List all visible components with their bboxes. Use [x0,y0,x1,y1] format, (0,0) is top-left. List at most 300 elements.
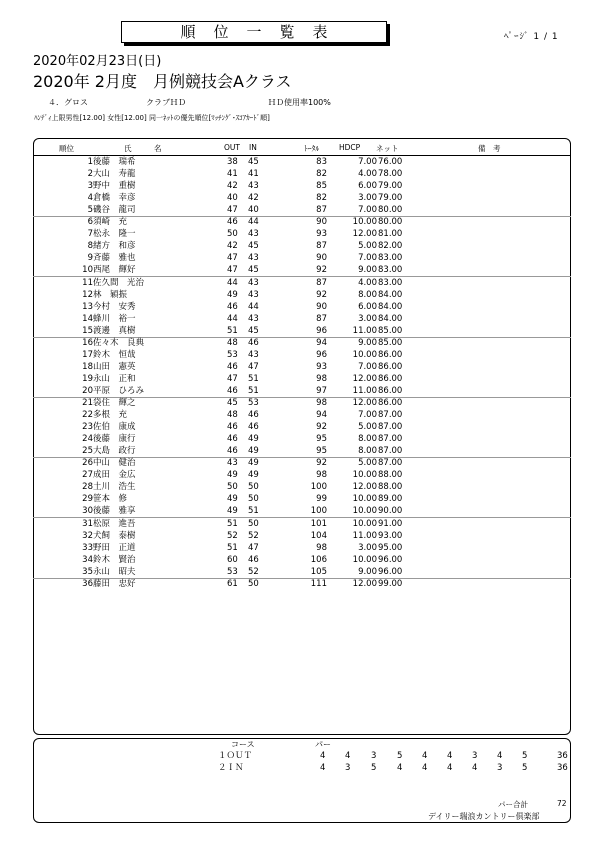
cell-rank: 12 [82,289,93,300]
cell-rank: 23 [82,422,93,433]
cell-net: 86.00 [378,361,403,372]
cell-net: 80.00 [378,217,403,228]
cell-in: 43 [248,277,259,288]
hole-par: 4 [422,763,428,773]
column-header-net: ネット [376,144,399,153]
cell-net: 87.00 [378,422,403,433]
table-row [33,578,571,590]
cell-hdcp: 10.00 [352,470,377,481]
table-row [33,301,571,313]
cell-rank: 17 [82,349,93,360]
par-label: パー [315,740,331,749]
cell-out: 47 [227,205,238,216]
cell-name: 林 穎振 [93,289,128,300]
cell-hdcp: 7.00 [358,253,377,264]
cell-out: 46 [227,361,238,372]
cell-name: 緒方 和彦 [93,241,136,252]
cell-name: 永山 昭夫 [93,566,136,577]
cell-net: 86.00 [378,373,403,384]
column-header-rank: 順位 [59,144,74,153]
cell-out: 53 [227,349,238,360]
cell-hdcp: 10.00 [352,494,377,505]
cell-total: 90 [316,217,327,228]
cell-name: 松原 進吾 [93,518,136,529]
cell-net: 83.00 [378,277,403,288]
cell-in: 43 [248,349,259,360]
cell-rank: 5 [87,205,93,216]
cell-out: 49 [227,470,238,481]
cell-name: 山田 憲英 [93,361,136,372]
cell-out: 48 [227,337,238,348]
cell-name: 大山 寿龍 [93,169,136,180]
cell-out: 61 [227,578,238,589]
cell-net: 86.00 [378,349,403,360]
table-row [33,180,571,192]
table-row [33,361,571,373]
cell-total: 94 [316,337,327,348]
cell-in: 45 [248,157,259,167]
cell-total: 85 [316,181,327,192]
cell-out: 42 [227,181,238,192]
cell-net: 89.00 [378,494,403,505]
hole-par: 4 [345,751,351,761]
cell-in: 50 [248,578,259,589]
cell-hdcp: 7.00 [358,410,377,421]
table-row [33,542,571,554]
cell-in: 47 [248,361,259,372]
cell-rank: 13 [82,301,93,312]
hole-par: 5 [522,763,528,773]
cell-name: 笹本 修 [93,494,128,505]
hole-par: 3 [371,751,377,761]
cell-hdcp: 12.00 [352,398,377,408]
handicap-note: ﾊﾝﾃﾞｨ上限男性[12.00] 女性[12.00] 同一ﾈｯﾄの優先順位[ﾏｯﾁﾝｸﾞ･ｽｺｱｶｰﾄﾞ順] [34,114,270,122]
cell-hdcp: 10.00 [352,554,377,565]
cell-total: 94 [316,410,327,421]
table-row [33,481,571,493]
cell-net: 88.00 [378,482,403,493]
cell-rank: 9 [87,253,93,264]
hole-par: 4 [497,751,503,761]
cell-in: 45 [248,325,259,336]
cell-total: 100 [310,482,327,493]
cell-name: 永山 正和 [93,373,136,384]
table-row [33,469,571,481]
cell-net: 83.00 [378,253,403,264]
cell-total: 87 [316,241,327,252]
cell-in: 44 [248,301,259,312]
cell-rank: 11 [82,277,93,288]
cell-rank: 15 [82,325,93,336]
hole-par: 5 [371,763,377,773]
cell-in: 46 [248,337,259,348]
table-row [33,325,571,337]
cell-in: 49 [248,470,259,481]
cell-hdcp: 5.00 [358,241,377,252]
cell-in: 47 [248,542,259,553]
cell-out: 46 [227,385,238,396]
course-label: コース [231,740,255,749]
table-row [33,192,571,204]
cell-hdcp: 8.00 [358,289,377,300]
cell-in: 40 [248,205,259,216]
column-header-remarks: 備 考 [478,144,501,153]
cell-name: 袋住 輝之 [93,398,136,408]
cell-rank: 33 [82,542,93,553]
cell-rank: 6 [87,217,93,228]
table-row [33,168,571,180]
cell-total: 92 [316,289,327,300]
cell-out: 50 [227,482,238,493]
cell-out: 46 [227,434,238,445]
page-title: 順位一覧表 [121,21,387,43]
cell-rank: 25 [82,446,93,457]
cell-name: 成田 金広 [93,470,136,481]
cell-hdcp: 6.00 [358,181,377,192]
cell-in: 43 [248,313,259,324]
cell-rank: 4 [87,193,93,204]
hole-par: 3 [472,751,478,761]
course-row [33,750,571,762]
hole-par: 4 [397,763,403,773]
table-row [33,397,571,409]
table-row [33,493,571,505]
column-header-in: IN [249,143,257,152]
cell-rank: 27 [82,470,93,481]
cell-hdcp: 4.00 [358,277,377,288]
cell-out: 53 [227,566,238,577]
cell-total: 98 [316,470,327,481]
cell-net: 85.00 [378,325,403,336]
cell-in: 51 [248,373,259,384]
cell-name: 倉橋 幸彦 [93,193,136,204]
cell-net: 84.00 [378,313,403,324]
cell-rank: 22 [82,410,93,421]
cell-out: 43 [227,458,238,469]
cell-rank: 30 [82,506,93,517]
cell-total: 90 [316,253,327,264]
cell-total: 95 [316,434,327,445]
cell-total: 90 [316,301,327,312]
cell-total: 111 [310,578,327,589]
cell-in: 50 [248,494,259,505]
cell-net: 90.00 [378,506,403,517]
cell-total: 92 [316,458,327,469]
cell-hdcp: 12.00 [352,482,377,493]
cell-net: 87.00 [378,446,403,457]
table-row [33,409,571,421]
cell-name: 磯谷 龍司 [93,205,136,216]
table-row [33,252,571,264]
cell-out: 46 [227,422,238,433]
cell-out: 48 [227,410,238,421]
cell-net: 84.00 [378,301,403,312]
cell-out: 60 [227,554,238,565]
cell-out: 47 [227,253,238,264]
cell-total: 97 [316,385,327,396]
table-row [33,373,571,385]
cell-name: 蜂川 裕一 [93,313,136,324]
cell-net: 81.00 [378,229,403,240]
cell-total: 99 [316,494,327,505]
cell-net: 86.00 [378,398,403,408]
cell-hdcp: 10.00 [352,506,377,517]
cell-rank: 18 [82,361,93,372]
page-info: ﾍﾟｰｼﾞ 1 / 1 [504,32,559,42]
cell-rank: 14 [82,313,93,324]
hole-par: 3 [497,763,503,773]
cell-total: 92 [316,422,327,433]
cell-rank: 26 [82,458,93,469]
cell-total: 106 [310,554,327,565]
table-row [33,505,571,517]
cell-out: 40 [227,193,238,204]
cell-out: 44 [227,313,238,324]
cell-total: 98 [316,398,327,408]
hole-par: 4 [447,751,453,761]
column-header-hdcp: HDCP [339,143,361,152]
table-row [33,337,571,349]
cell-net: 86.00 [378,385,403,396]
cell-rank: 34 [82,554,93,565]
cell-name: 今村 安秀 [93,301,136,312]
hole-par: 4 [447,763,453,773]
cell-name: 佐伯 康成 [93,422,136,433]
cell-out: 46 [227,301,238,312]
cell-net: 83.00 [378,265,403,276]
cell-total: 92 [316,265,327,276]
cell-net: 96.00 [378,554,403,565]
cell-hdcp: 10.00 [352,217,377,228]
table-row [33,156,571,168]
cell-hdcp: 7.00 [358,157,377,167]
cell-in: 45 [248,241,259,252]
cell-total: 83 [316,157,327,167]
cell-hdcp: 6.00 [358,301,377,312]
cell-net: 84.00 [378,289,403,300]
cell-name: 中山 健治 [93,458,136,469]
cell-net: 80.00 [378,205,403,216]
cell-hdcp: 9.00 [358,566,377,577]
cell-in: 43 [248,181,259,192]
cell-rank: 36 [82,578,93,589]
cell-name: 渡邊 真樹 [93,325,136,336]
cell-name: 鈴木 恒哉 [93,349,136,360]
cell-in: 46 [248,422,259,433]
table-row [33,313,571,325]
cell-out: 38 [227,157,238,167]
cell-rank: 21 [82,398,93,408]
cell-hdcp: 8.00 [358,446,377,457]
cell-net: 96.00 [378,566,403,577]
column-header-name: 氏 名 [124,144,162,153]
cell-name: 土川 浩生 [93,482,136,493]
cell-out: 46 [227,446,238,457]
cell-out: 52 [227,530,238,541]
handicap-type: クラブＨＤ [146,98,186,107]
cell-in: 43 [248,289,259,300]
cell-net: 79.00 [378,193,403,204]
table-row [33,385,571,397]
cell-hdcp: 9.00 [358,337,377,348]
cell-out: 49 [227,494,238,505]
table-row [33,240,571,252]
cell-hdcp: 5.00 [358,422,377,433]
column-header-out: OUT [224,143,240,152]
cell-hdcp: 3.00 [358,193,377,204]
cell-name: 藤田 忠好 [93,578,136,589]
cell-out: 50 [227,229,238,240]
cell-total: 95 [316,446,327,457]
cell-out: 46 [227,217,238,228]
cell-name: 後藤 瑞希 [93,157,136,167]
cell-name: 犬飼 泰樹 [93,530,136,541]
cell-hdcp: 3.00 [358,313,377,324]
cell-in: 49 [248,446,259,457]
cell-hdcp: 4.00 [358,169,377,180]
cell-rank: 20 [82,385,93,396]
cell-out: 41 [227,169,238,180]
cell-name: 松永 隆一 [93,229,136,240]
table-row [33,554,571,566]
cell-total: 87 [316,277,327,288]
cell-name: 斉藤 雅也 [93,253,136,264]
event-date: 2020年02月23日(日) [33,54,162,69]
cell-name: 平原 ひろみ [93,385,145,396]
cell-rank: 10 [82,265,93,276]
cell-total: 105 [310,566,327,577]
hole-par: 3 [345,763,351,773]
table-row [33,264,571,276]
cell-out: 44 [227,277,238,288]
cell-net: 87.00 [378,458,403,469]
cell-rank: 35 [82,566,93,577]
cell-rank: 29 [82,494,93,505]
cell-net: 85.00 [378,337,403,348]
course-row [33,762,571,774]
table-row [33,457,571,469]
cell-net: 99.00 [378,578,403,589]
cell-name: 多根 充 [93,410,128,421]
hole-par: 4 [320,763,326,773]
cell-hdcp: 11.00 [352,385,377,396]
cell-out: 49 [227,289,238,300]
cell-net: 76.00 [378,157,403,167]
table-row [33,421,571,433]
cell-in: 46 [248,554,259,565]
table-row [33,204,571,216]
cell-net: 87.00 [378,434,403,445]
cell-in: 41 [248,169,259,180]
cell-name: 野田 正道 [93,542,136,553]
cell-total: 82 [316,193,327,204]
cell-total: 87 [316,205,327,216]
cell-in: 43 [248,229,259,240]
cell-rank: 24 [82,434,93,445]
cell-hdcp: 8.00 [358,434,377,445]
cell-net: 95.00 [378,542,403,553]
cell-in: 44 [248,217,259,228]
course-row-total: 36 [557,751,568,761]
cell-rank: 16 [82,337,93,348]
hole-par: 4 [472,763,478,773]
cell-hdcp: 3.00 [358,542,377,553]
column-header-total: ﾄｰﾀﾙ [304,144,319,153]
course-row-label: １ＯＵＴ [218,751,253,761]
table-row [33,530,571,542]
table-row [33,216,571,228]
cell-total: 98 [316,373,327,384]
par-total-label: パー合計 [498,800,528,809]
cell-total: 96 [316,325,327,336]
table-row [33,349,571,361]
table-row [33,518,571,530]
table-row [33,445,571,457]
cell-rank: 8 [87,241,93,252]
cell-total: 82 [316,169,327,180]
cell-rank: 3 [87,181,93,192]
cell-total: 93 [316,229,327,240]
cell-name: 後藤 雅享 [93,506,136,517]
table-row [33,566,571,578]
cell-rank: 31 [82,518,93,529]
cell-total: 96 [316,349,327,360]
cell-out: 45 [227,398,238,408]
cell-name: 佐々木 良典 [93,337,145,348]
par-total-value: 72 [557,799,567,808]
cell-net: 93.00 [378,530,403,541]
cell-total: 100 [310,506,327,517]
cell-rank: 28 [82,482,93,493]
ranking-category: ４．グロス [48,98,88,107]
hole-par: 5 [522,751,528,761]
cell-hdcp: 12.00 [352,578,377,589]
cell-in: 51 [248,506,259,517]
cell-out: 51 [227,325,238,336]
cell-hdcp: 12.00 [352,373,377,384]
cell-out: 42 [227,241,238,252]
cell-hdcp: 11.00 [352,530,377,541]
cell-total: 93 [316,361,327,372]
cell-hdcp: 5.00 [358,458,377,469]
cell-out: 47 [227,265,238,276]
cell-hdcp: 12.00 [352,229,377,240]
cell-rank: 7 [87,229,93,240]
cell-hdcp: 11.00 [352,325,377,336]
cell-hdcp: 9.00 [358,265,377,276]
cell-total: 87 [316,313,327,324]
cell-name: 鈴木 賢治 [93,554,136,565]
table-row [33,289,571,301]
cell-rank: 19 [82,373,93,384]
table-row [33,277,571,289]
cell-net: 91.00 [378,518,403,529]
course-row-label: ２ＩＮ [218,763,244,773]
cell-total: 101 [310,518,327,529]
cell-out: 51 [227,542,238,553]
cell-name: 西尾 輝好 [93,265,136,276]
cell-name: 野中 重樹 [93,181,136,192]
cell-net: 87.00 [378,410,403,421]
cell-in: 52 [248,566,259,577]
cell-rank: 1 [87,157,93,167]
cell-name: 佐久間 光治 [93,277,145,288]
cell-total: 104 [310,530,327,541]
club-name: デイリー瑞浪カントリー倶楽部 [428,812,540,821]
hole-par: 4 [320,751,326,761]
cell-total: 98 [316,542,327,553]
cell-hdcp: 10.00 [352,349,377,360]
